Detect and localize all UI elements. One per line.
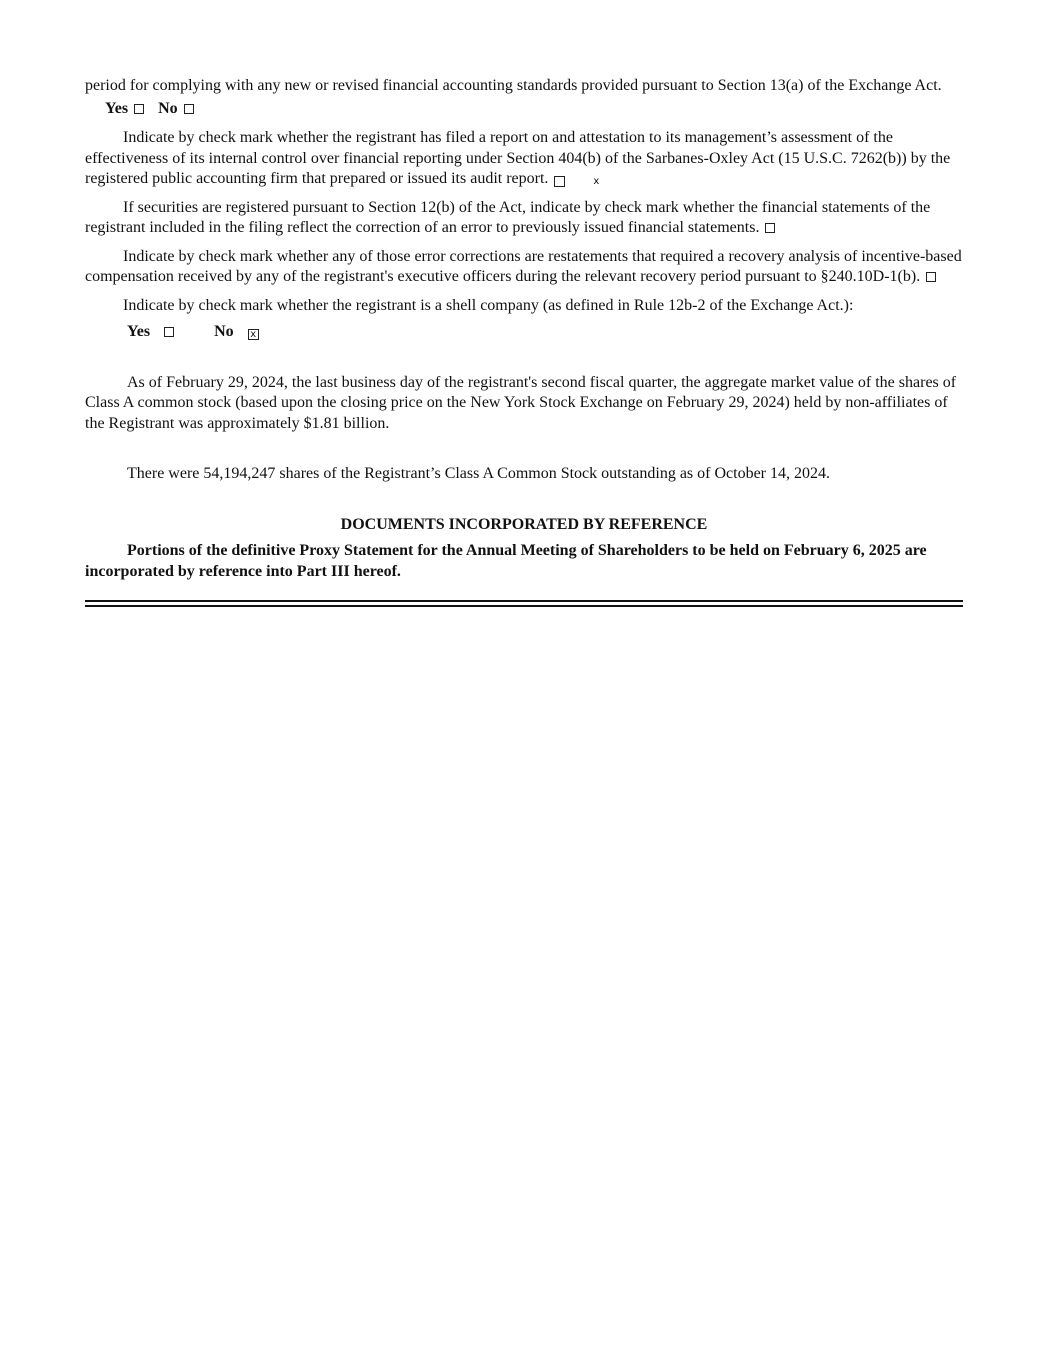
rule-bottom [85, 605, 963, 607]
paragraph-text: There were 54,194,247 shares of the Registrant’s Class A Common Stock outstanding as of October 14, 2024. [127, 465, 831, 482]
paragraph-text: Indicate by check mark whether the registrant is a shell company (as defined in Rule 12b-2 of the Exchange Act.): [123, 296, 854, 314]
paragraph-shares-outstanding [85, 464, 963, 485]
document-page [85, 74, 963, 607]
paragraph-complying-period [85, 74, 963, 120]
paragraph-text: Indicate by check mark whether any of those error corrections are restatements that required a recovery analysis of incentive-based compensation received by any of the registrant's executive officers during the relevant recovery period pursuant to §240.10D-1(b). [85, 247, 962, 285]
unchecked-checkbox[interactable] [926, 272, 936, 282]
no-label: No [214, 323, 234, 340]
documents-heading [85, 515, 963, 536]
yes-label: Yes [127, 323, 151, 340]
double-rule-divider [85, 600, 963, 607]
no-checkbox[interactable] [184, 104, 194, 114]
paragraph-proxy-statement [85, 541, 963, 582]
shell-company-options [85, 322, 963, 343]
yes-checkbox[interactable] [134, 104, 144, 114]
paragraph-text: If securities are registered pursuant to Section 12(b) of the Act, indicate by check mark whether the financial statements of the registrant included in the filing reflect the correction of an error to previously issued financial statements. [85, 198, 931, 236]
no-checked-checkbox[interactable]: x [248, 329, 259, 340]
paragraph-text: period for complying with any new or revised financial accounting standards provided pursuant to Section 13(a) of the Exchange Act. [85, 77, 942, 94]
paragraph-error-correction [85, 198, 963, 239]
yes-label: Yes [105, 100, 129, 117]
paragraph-market-value [85, 373, 963, 435]
paragraph-text: Portions of the definitive Proxy Statement for the Annual Meeting of Shareholders to be held on February 6, 2025 are incorporated by reference into Part III hereof. [85, 542, 927, 580]
paragraph-recovery-analysis [85, 247, 963, 288]
paragraph-shell-company [85, 296, 963, 317]
unchecked-checkbox[interactable] [765, 223, 775, 233]
paragraph-internal-control [85, 128, 963, 190]
paragraph-text: As of February 29, 2024, the last business day of the registrant's second fiscal quarter, the aggregate market value of the shares of Class A common stock (based upon the closing price on the New York Stock Exchange on February 29, 2024) held by non-affiliates of the Registrant was approximately $1.81 billion. [85, 373, 957, 432]
no-label: No [158, 100, 178, 117]
checked-checkbox[interactable]: x [554, 176, 565, 187]
paragraph-text: Indicate by check mark whether the registrant has filed a report on and attestation to its management’s assessment of the effectiveness of its internal control over financial reporting under Section 404(b) of the Sarbanes-Oxley Act (15 U.S.C. 7262(b)) by the registered public accounting firm that prepared or issued its audit report. [85, 129, 951, 187]
yes-checkbox[interactable] [164, 327, 174, 337]
heading-text: DOCUMENTS INCORPORATED BY REFERENCE [340, 515, 708, 533]
